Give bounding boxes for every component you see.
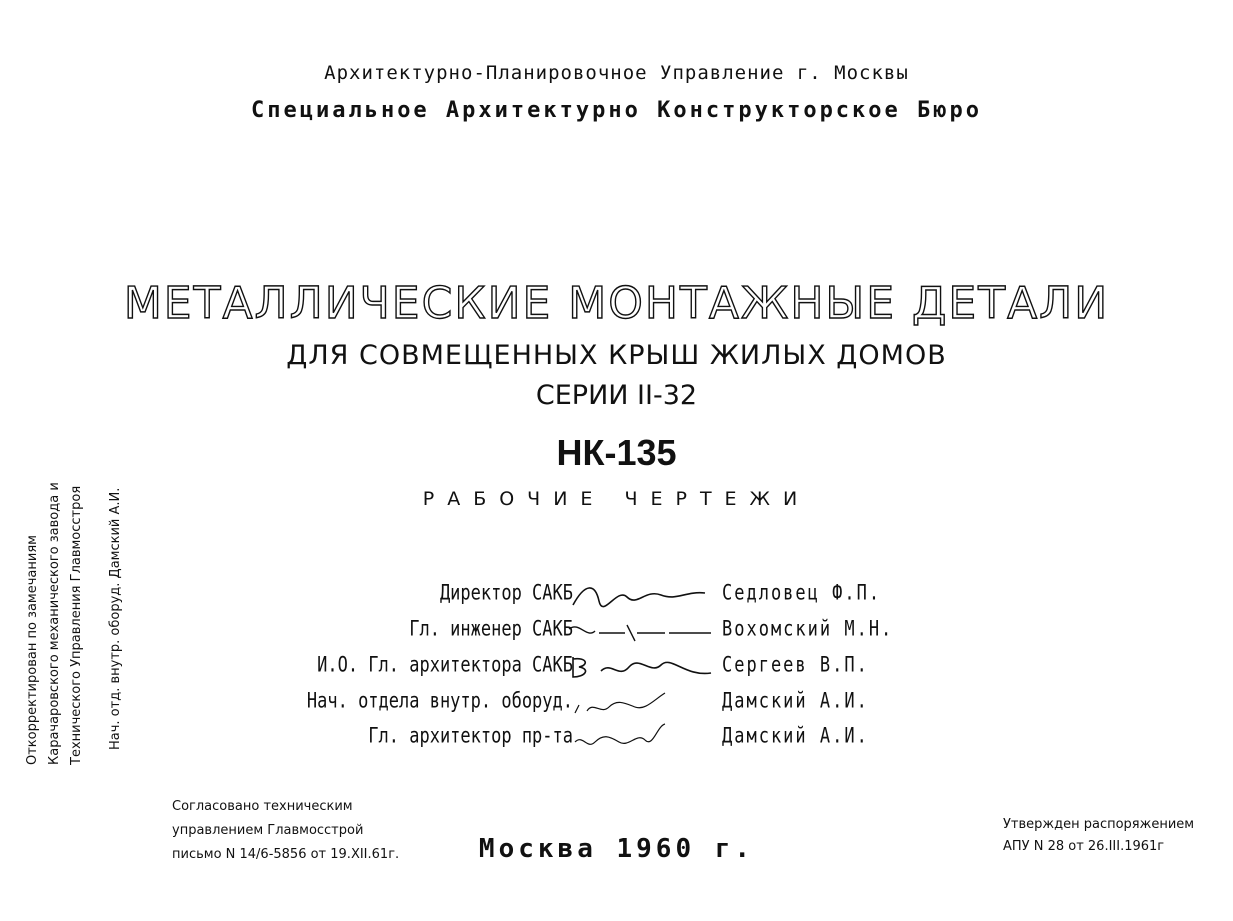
document-subtitle: ДЛЯ СОВМЕЩЕННЫХ КРЫШ ЖИЛЫХ ДОМОВ	[286, 340, 947, 371]
signature-row	[0, 616, 1233, 647]
document-code: НК-135	[556, 432, 677, 473]
org-line-1: Архитектурно-Планировочное Управление г. Москвы	[324, 62, 909, 84]
note-line: управлением Главмосстрой	[172, 823, 364, 838]
handwritten-signature	[565, 687, 715, 719]
signature-role: Гл. архитектор пр-та	[368, 723, 573, 749]
org-line-2: Специальное Архитектурно Конструкторское Бюро	[250, 98, 983, 123]
handwritten-signature	[565, 579, 715, 611]
signature-role: И.О. Гл. архитектора САКБ	[317, 652, 573, 678]
note-line: Согласовано техническим	[172, 799, 353, 814]
signature-name: Дамский А.И.	[722, 688, 869, 714]
signature-name: Дамский А.И.	[722, 723, 869, 749]
note-line: Утвержден распоряжением	[1003, 817, 1195, 832]
signature-row	[0, 580, 1233, 611]
signature-row	[0, 652, 1233, 683]
signature-role: Директор САКБ	[439, 580, 573, 606]
signature-row	[0, 723, 1233, 754]
note-line: письмо N 14/6-5856 от 19.XII.61г.	[172, 847, 400, 862]
signature-role: Нач. отдела внутр. оборуд.	[306, 688, 573, 714]
side-signature-note: Нач. отд. внутр. оборуд. Дамский А.И.	[108, 487, 123, 750]
approval-note-right	[1003, 814, 1194, 858]
signature-row	[0, 688, 1233, 719]
note-line: Технического Управления Главмосстроя	[69, 485, 84, 765]
signature-name: Седловец Ф.П.	[722, 580, 882, 606]
city-year: Москва 1960 г.	[478, 834, 755, 864]
series-label: СЕРИИ II-32	[535, 380, 698, 411]
signature-name: Вохомский М.Н.	[722, 616, 894, 642]
handwritten-signature	[565, 651, 715, 683]
signature-name: Сергеев В.П.	[722, 652, 869, 678]
signature-role: Гл. инженер САКБ	[409, 616, 573, 642]
note-line: Откорректирован по замечаниям	[25, 535, 40, 765]
handwritten-signature	[565, 615, 715, 647]
note-line: Карачаровского механического завода и	[47, 482, 62, 765]
note-line: АПУ N 28 от 26.III.1961г	[1003, 839, 1165, 854]
handwritten-signature	[565, 722, 715, 754]
document-title: МЕТАЛЛИЧЕСКИЕ МОНТАЖНЫЕ ДЕТАЛИ	[123, 278, 1110, 329]
drawings-label: РАБОЧИЕ ЧЕРТЕЖИ	[422, 488, 811, 510]
